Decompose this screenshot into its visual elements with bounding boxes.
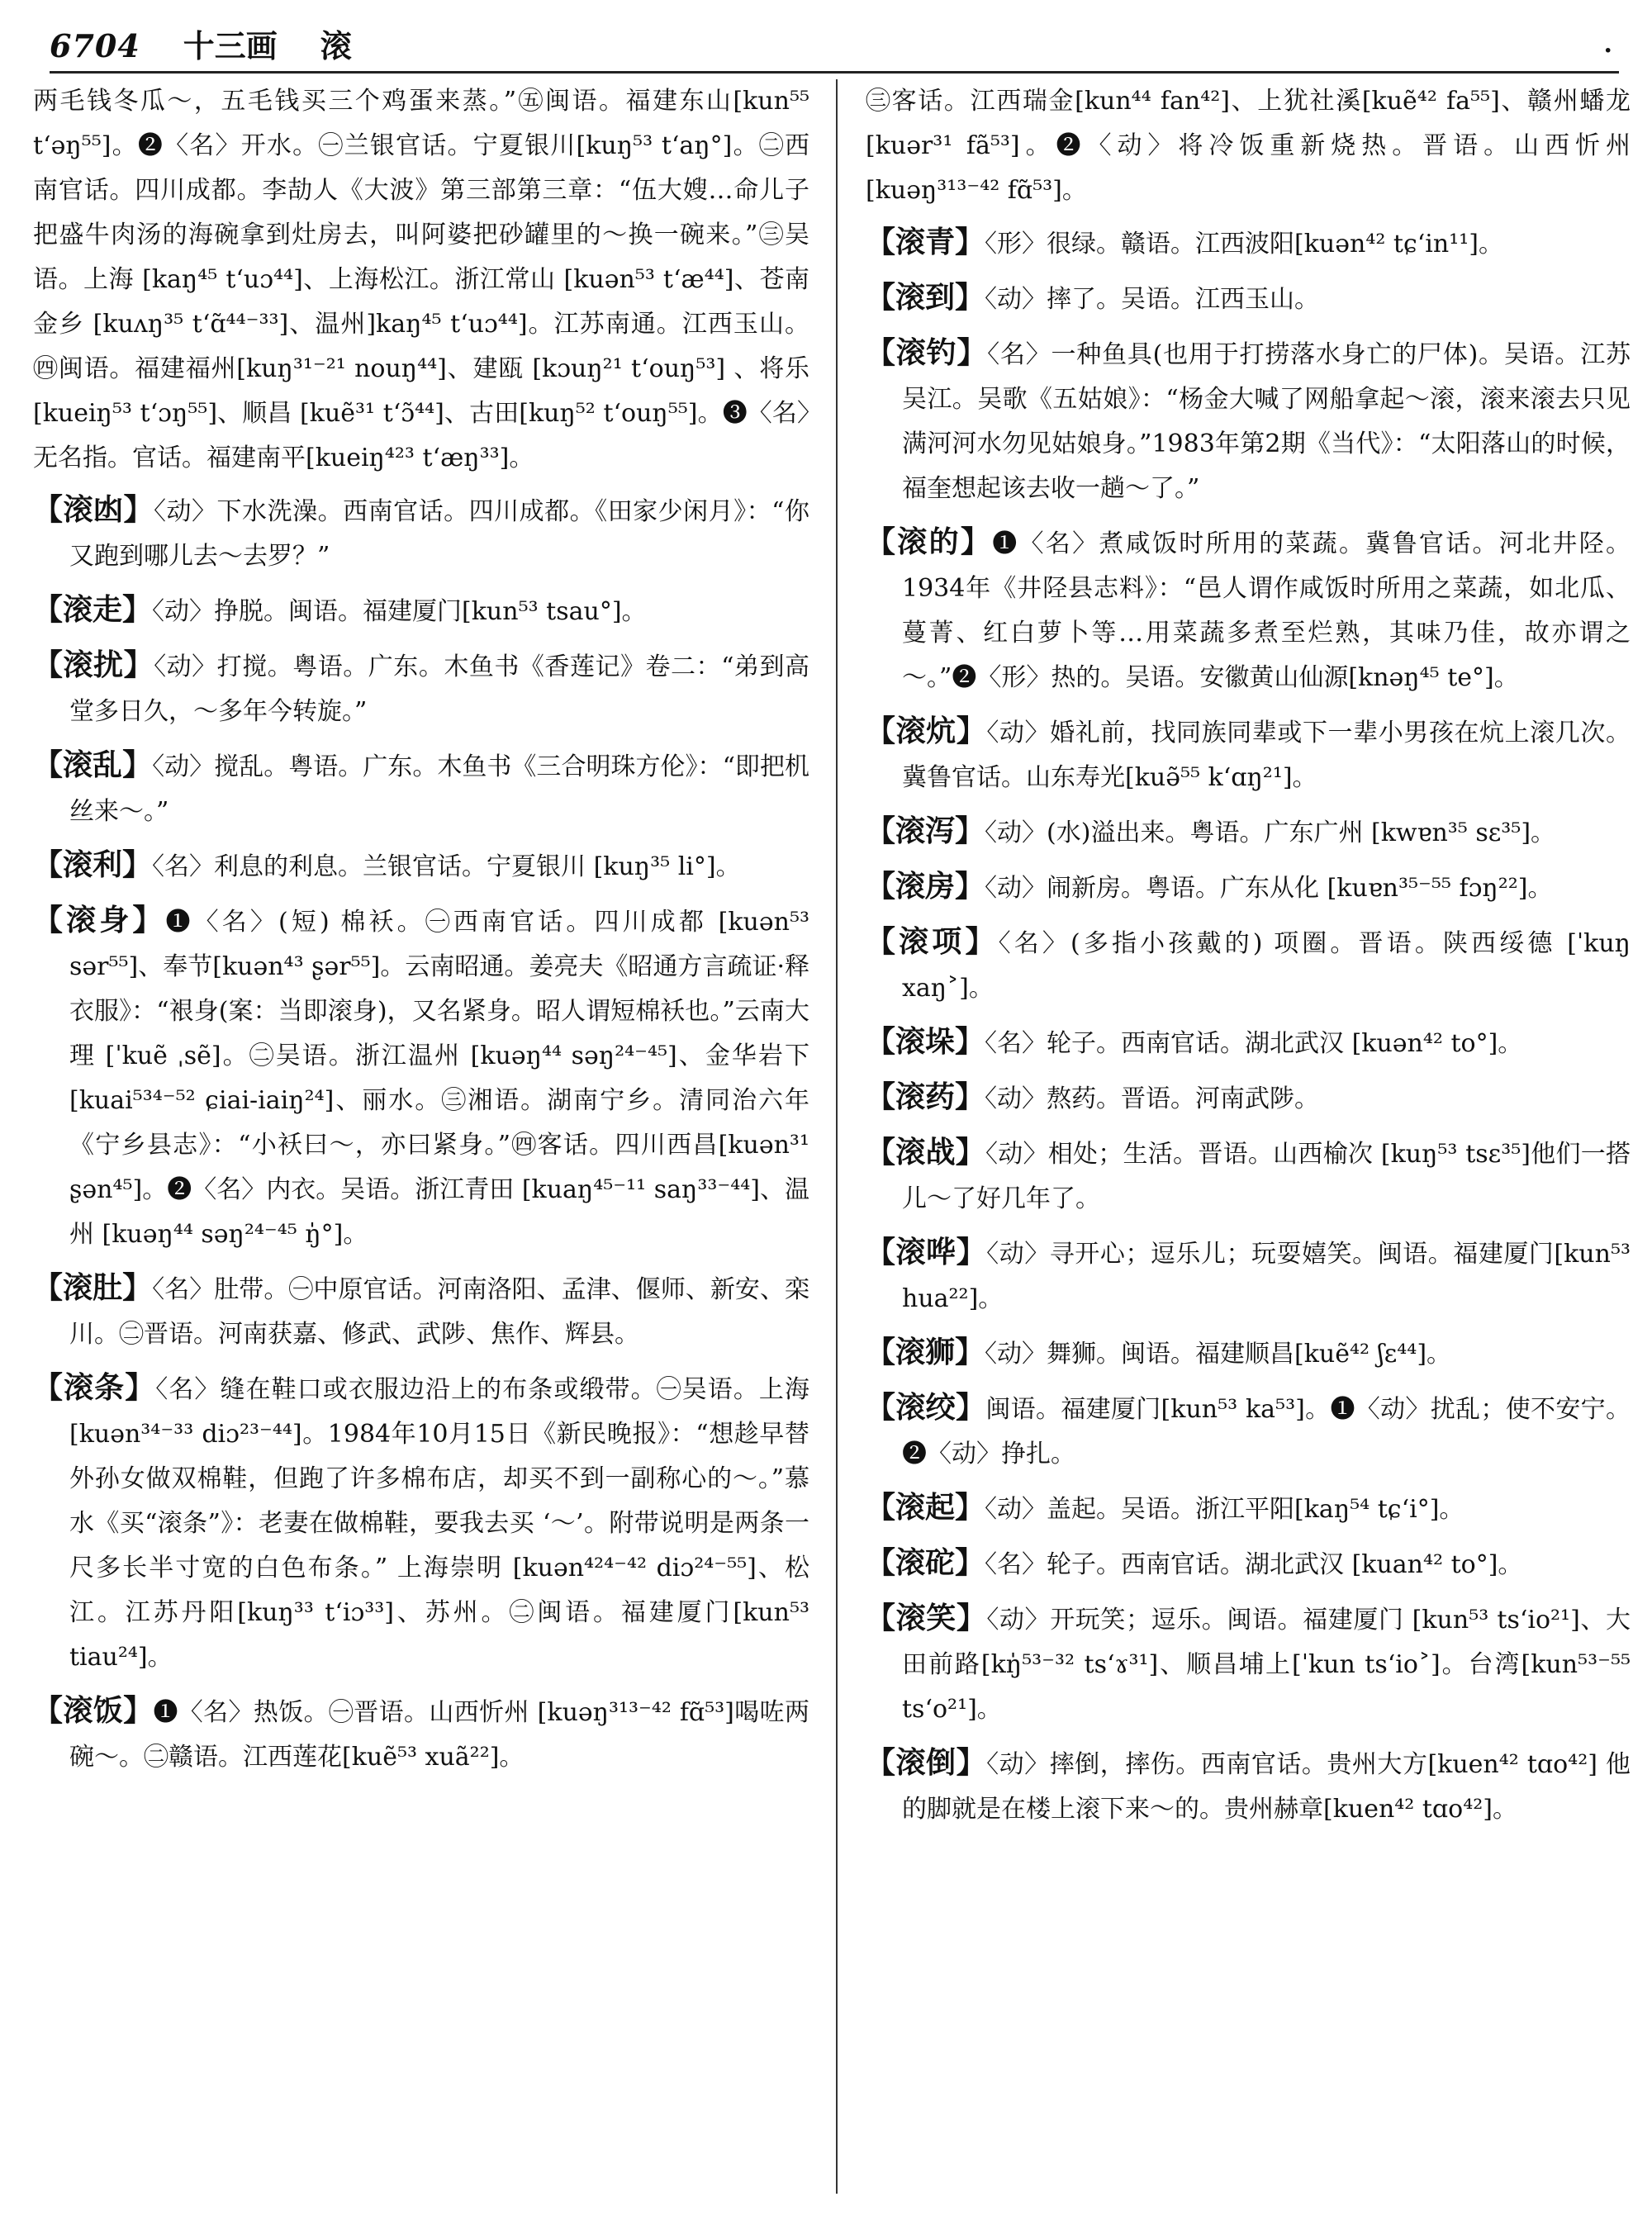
entry-headword <box>866 335 987 370</box>
left-bracket: 【 <box>866 1135 896 1170</box>
dictionary-entry <box>866 330 1631 511</box>
left-bracket: 【 <box>866 280 896 315</box>
dictionary-entry <box>866 1019 1631 1066</box>
entry-headword <box>866 1745 986 1780</box>
left-bracket: 【 <box>866 814 896 848</box>
left-bracket: 【 <box>33 492 64 527</box>
right-bracket: 】 <box>122 747 153 782</box>
entry-definition: 〈动〉搅乱。粤语。广东。木鱼书《三合明珠方伦》：“即把机丝来～。” <box>69 752 809 826</box>
entry-definition: 〈动〉婚礼前，找同族同辈或下一辈小男孩在炕上滚几次。冀鲁官话。山东寿光[kuə̃⁵⁵ k‘ɑŋ²¹]。 <box>902 719 1631 792</box>
headword-text: 滚钓 <box>895 335 957 370</box>
dictionary-entry <box>866 1330 1631 1377</box>
left-bracket: 【 <box>33 1270 64 1305</box>
entry-headword <box>866 924 999 959</box>
dictionary-entry <box>866 1485 1631 1532</box>
headword-text: 滚扰 <box>63 648 124 682</box>
dictionary-entry <box>866 220 1631 267</box>
right-bracket: 】 <box>955 1335 985 1369</box>
entry-list <box>33 487 809 1780</box>
running-head <box>50 12 1619 74</box>
entry-headword <box>33 592 152 627</box>
right-bracket: 】 <box>955 814 985 848</box>
entry-definition: 〈形〉很绿。赣语。江西波阳[kuən⁴² tɕ‘in¹¹]。 <box>985 230 1503 259</box>
entry-definition: 〈动〉闹新房。粤语。广东从化 [kuɐn³⁵⁻⁵⁵ fɔŋ²²]。 <box>985 874 1553 903</box>
left-bracket: 【 <box>866 225 896 259</box>
left-bracket: 【 <box>866 1601 896 1635</box>
right-bracket: 】 <box>955 280 985 315</box>
dictionary-entry <box>33 487 809 579</box>
headword-text: 滚肚 <box>63 1270 123 1305</box>
headword-text: 滚哗 <box>895 1235 957 1269</box>
left-bracket: 【 <box>866 869 896 904</box>
header-dot: · <box>1603 36 1612 65</box>
dictionary-entry <box>866 1385 1631 1477</box>
left-bracket: 【 <box>33 1370 64 1405</box>
dictionary-entry <box>33 743 809 834</box>
dictionary-entry <box>866 809 1631 856</box>
entry-definition: 〈名〉缝在鞋口或衣服边沿上的布条或缎带。㊀吴语。上海 [kuən³⁴⁻³³ diɔ²³⁻⁴⁴]。1984年10月15日《新民晚报》：“想趁早替外孙女做双棉鞋，但跑了许多棉布店，却买不到一副称心的～。”慕水《买“滚条”》：老妻在做棉鞋，要我去买 ‘～’。附带说明是两条一尺多长半寸宽的白色布条。” 上海崇明 [kuən⁴²⁴⁻⁴² diɔ²⁴⁻⁵⁵]、松江。江苏丹阳[kuŋ³³ t‘iɔ³³]、苏州。㊁闽语。福建厦门[kun⁵³ tiau²⁴]。 <box>69 1375 809 1672</box>
headword-text: 滚凼 <box>63 492 124 527</box>
dictionary-entry <box>866 1540 1631 1587</box>
entry-definition: ❶〈名〉煮咸饭时所用的菜蔬。冀鲁官话。河北井陉。1934年《井陉县志料》：“邑人谓作咸饭时所用之菜蔬，如北瓜、蔓菁、红白萝卜等…用菜蔬多煮至烂熟，其味乃佳，故亦谓之～。”❷〈形〉热的。吴语。安徽黄山仙源[knəŋ⁴⁵ te°]。 <box>902 529 1631 692</box>
left-column <box>33 79 809 2218</box>
right-bracket: 】 <box>955 225 985 259</box>
right-bracket: 】 <box>957 335 988 370</box>
headword-text: 滚狮 <box>895 1335 956 1369</box>
dictionary-entry <box>866 1075 1631 1122</box>
right-bracket: 】 <box>125 1370 156 1405</box>
entry-headword <box>866 869 985 904</box>
entry-headword <box>33 903 166 937</box>
right-bracket: 】 <box>132 903 166 937</box>
entry-definition: 〈动〉相处；生活。晋语。山西榆次 [kuŋ⁵³ tsɛ³⁵]他们一搭儿～了好几年了。 <box>902 1140 1631 1213</box>
stroke-section: 十三画 <box>183 27 278 64</box>
left-bracket: 【 <box>866 1745 896 1780</box>
dictionary-entry <box>33 1365 809 1680</box>
headword-text: 滚起 <box>895 1490 956 1525</box>
headword-text: 滚绞 <box>895 1390 956 1425</box>
radical-char: 滚 <box>320 27 352 64</box>
entry-definition: 〈名〉轮子。西南官话。湖北武汉 [kuan⁴² to°]。 <box>985 1550 1523 1579</box>
headword-text: 滚到 <box>895 280 956 315</box>
right-bracket: 】 <box>955 1545 985 1580</box>
dictionary-entry <box>866 1596 1631 1732</box>
continuation-text: ㊂客话。江西瑞金[kun⁴⁴ fan⁴²]、上犹社溪[kuẽ⁴² fa⁵⁵]、赣州蟠龙 [kuər³¹ fã⁵³]。❷〈动〉将冷饭重新烧热。晋语。山西忻州[kuəŋ³¹³⁻⁴² fɑ̃⁵³]。 <box>866 87 1631 205</box>
entry-definition: 〈动〉舞狮。闽语。福建顺昌[kuẽ⁴² ʃɛ⁴⁴]。 <box>985 1340 1452 1369</box>
entry-headword <box>33 847 152 882</box>
right-bracket: 】 <box>123 648 154 682</box>
page-number: 6704 <box>50 27 140 64</box>
left-bracket: 【 <box>33 847 64 882</box>
column-divider <box>836 79 838 2194</box>
dictionary-entry <box>866 1130 1631 1222</box>
left-bracket: 【 <box>33 648 64 682</box>
right-bracket: 】 <box>956 1601 987 1635</box>
right-bracket: 】 <box>956 1235 987 1269</box>
entry-headword <box>866 1024 985 1059</box>
entry-definition: 〈动〉盖起。吴语。浙江平阳[kaŋ⁵⁴ tɕ‘i°]。 <box>985 1495 1464 1524</box>
entry-headword <box>866 1135 985 1170</box>
right-bracket: 】 <box>123 1693 154 1728</box>
left-bracket: 【 <box>866 524 898 559</box>
right-bracket: 】 <box>955 1024 985 1059</box>
dictionary-entry <box>33 1688 809 1780</box>
entry-definition: 〈动〉下水洗澡。西南官话。四川成都。《田家少闲月》：“你又跑到哪儿去～去罗？” <box>69 497 809 571</box>
left-bracket: 【 <box>866 1235 896 1269</box>
headword-text: 滚的 <box>897 524 961 559</box>
entry-headword <box>33 492 154 527</box>
dictionary-entry <box>33 842 809 890</box>
entry-definition: 〈动〉摔倒，摔伤。西南官话。贵州大方[kuen⁴² tɑo⁴²] 他的脚就是在楼上滚下来～的。贵州赫章[kuen⁴² tɑo⁴²]。 <box>902 1750 1631 1824</box>
entry-headword <box>866 280 985 315</box>
right-bracket: 】 <box>955 1135 986 1170</box>
left-bracket: 【 <box>866 1490 896 1525</box>
headword-text: 滚身 <box>66 903 133 937</box>
dictionary-entry <box>866 1230 1631 1321</box>
entry-headword <box>866 225 985 259</box>
right-bracket: 】 <box>965 924 999 959</box>
headword-text: 滚走 <box>63 592 123 627</box>
entry-headword <box>866 1490 985 1525</box>
entry-definition: 〈名〉轮子。西南官话。湖北武汉 [kuən⁴² to°]。 <box>985 1029 1523 1058</box>
left-bracket: 【 <box>33 1693 64 1728</box>
headword-text: 滚饭 <box>63 1693 124 1728</box>
dictionary-entry <box>33 898 809 1257</box>
entry-headword <box>866 814 985 848</box>
entry-definition: 〈动〉开玩笑；逗乐。闽语。福建厦门 [kun⁵³ ts‘io²¹]、大田前路[kŋ̍⁵³⁻³² ts‘ɤ³¹]、顺昌埔上[ˈkun ts‘io˃]。台湾[kun⁵³⁻⁵⁵ ts‘o²¹]。 <box>902 1606 1631 1724</box>
dictionary-entry <box>33 643 809 734</box>
entry-definition: 〈动〉(水)溢出来。粤语。广东广州 [kwɐn³⁵ sɛ³⁵]。 <box>985 818 1556 847</box>
left-bracket: 【 <box>33 592 64 627</box>
left-bracket: 【 <box>866 1335 896 1369</box>
entry-definition: 〈名〉一种鱼具(也用于打捞落水身亡的尸体)。吴语。江苏吴江。吴歌《五姑娘》：“杨金大喊了网船拿起～滚，滚来滚去只见满河河水勿见姑娘身。”1983年第2期《当代》：“太阳落山的时候，福奎想起该去收一趟～了。” <box>902 340 1631 503</box>
left-bracket: 【 <box>33 747 64 782</box>
entry-definition: 闽语。福建厦门[kun⁵³ ka⁵³]。❶〈动〉扰乱；使不安宁。❷〈动〉挣扎。 <box>902 1395 1631 1468</box>
left-bracket: 【 <box>866 1390 896 1425</box>
dictionary-entry <box>866 864 1631 911</box>
entry-headword <box>33 1270 152 1305</box>
headword-text: 滚垛 <box>895 1024 956 1059</box>
entry-headword <box>866 1601 986 1635</box>
right-bracket: 】 <box>955 1490 985 1525</box>
right-bracket: 】 <box>960 524 993 559</box>
entry-headword <box>33 648 154 682</box>
dictionary-entry <box>866 709 1631 800</box>
dictionary-entry <box>33 1265 809 1357</box>
entry-headword <box>866 1335 985 1369</box>
entry-headword <box>866 1545 985 1580</box>
entry-definition: 〈动〉寻开心；逗乐儿；玩耍嬉笑。闽语。福建厦门[kun⁵³ hua²²]。 <box>902 1240 1631 1313</box>
headword-text: 滚砣 <box>895 1545 956 1580</box>
headword-text: 滚青 <box>895 225 956 259</box>
continuation-text: 两毛钱冬瓜～，五毛钱买三个鸡蛋来蒸。”㊄闽语。福建东山[kun⁵⁵ t‘əŋ⁵⁵]。❷〈名〉开水。㊀兰银官话。宁夏银川[kuŋ⁵³ t‘aŋ°]。㊁西南官话。四川成都。李劼人《大波》第三部第三章：“伍大嫂…命儿子把盛牛肉汤的海碗拿到灶房去，叫阿婆把砂罐里的～换一碗来。”㊂吴语。上海 [kaŋ⁴⁵ t‘uɔ⁴⁴]、上海松江。浙江常山 [kuən⁵³ t‘æ⁴⁴]、苍南金乡 [kuʌŋ³⁵ t‘ɑ̃⁴⁴⁻³³]、温州]kaŋ⁴⁵ t‘uɔ⁴⁴]。江苏南通。江西玉山。㊃闽语。福建福州[kuŋ³¹⁻²¹ nouŋ⁴⁴]、建瓯 [kɔuŋ²¹ t‘ouŋ⁵³] 、将乐 [kueiŋ⁵³ t‘ɔŋ⁵⁵]、顺昌 [kuẽ³¹ t‘ɔ̃⁴⁴]、古田[kuŋ⁵² t‘ouŋ⁵⁵]。❸〈名〉无名指。官话。福建南平[kueiŋ⁴²³ t‘æŋ³³]。 <box>33 87 809 472</box>
entry-definition: ❶〈名〉(短) 棉袄。㊀西南官话。四川成都 [kuən⁵³ sər⁵⁵]、奉节[kuən⁴³ ʂər⁵⁵]。云南昭通。姜亮夫《昭通方言疏证·释衣服》：“裉身(案：当即滚身)，又名紧身。昭人谓短棉袄也。”云南大理 [ˈkuẽ ˌsẽ]。㊁吴语。浙江温州 [kuəŋ⁴⁴ səŋ²⁴⁻⁴⁵]、金华岩下 [kuai⁵³⁴⁻⁵² ɕiai-iaiŋ²⁴]、丽水。㊂湘语。湖南宁乡。清同治六年《宁乡县志》：“小袄曰～，亦曰紧身。”㊃客话。四川西昌[kuən³¹ ʂən⁴⁵]。❷〈名〉内衣。吴语。浙江青田 [kuaŋ⁴⁵⁻¹¹ saŋ³³⁻⁴⁴]、温州 [kuəŋ⁴⁴ səŋ²⁴⁻⁴⁵ ŋ̍°]。 <box>69 908 809 1249</box>
headword-text: 滚利 <box>63 847 123 882</box>
right-bracket: 】 <box>956 1745 987 1780</box>
right-bracket: 】 <box>122 592 153 627</box>
headword-text: 滚炕 <box>895 714 957 748</box>
right-bracket: 】 <box>122 847 153 882</box>
entry-definition: 〈动〉熬药。晋语。河南武陟。 <box>985 1084 1320 1113</box>
headword-text: 滚笑 <box>895 1601 957 1635</box>
entry-headword <box>33 747 152 782</box>
entry-definition: ❶〈名〉热饭。㊀晋语。山西忻州 [kuəŋ³¹³⁻⁴² fɑ̃⁵³]喝咗两碗～。㊁赣语。江西莲花[kuẽ⁵³ xuã²²]。 <box>69 1698 809 1772</box>
right-bracket: 】 <box>956 714 987 748</box>
headword-text: 滚乱 <box>63 747 123 782</box>
left-bracket: 【 <box>866 335 896 370</box>
dictionary-entry <box>866 520 1631 700</box>
entry-definition: 〈动〉摔了。吴语。江西玉山。 <box>985 285 1320 314</box>
entry-list <box>866 220 1631 1832</box>
headword-text: 滚泻 <box>895 814 956 848</box>
entry-definition: 〈名〉(多指小孩戴的) 项圈。晋语。陕西绥德 [ˈkuŋ xaŋ˃]。 <box>902 929 1631 1003</box>
dictionary-entry <box>866 275 1631 322</box>
left-bracket: 【 <box>866 714 896 748</box>
entry-definition: 〈名〉肚带。㊀中原官话。河南洛阳、孟津、偃师、新安、栾川。㊁晋语。河南获嘉、修武、武陟、焦作、辉县。 <box>69 1275 809 1349</box>
dictionary-entry <box>33 587 809 634</box>
headword-text: 滚战 <box>895 1135 956 1170</box>
left-bracket: 【 <box>866 1024 896 1059</box>
headword-text: 滚倒 <box>895 1745 957 1780</box>
right-bracket: 】 <box>955 869 985 904</box>
right-bracket: 】 <box>123 492 154 527</box>
right-bracket: 】 <box>955 1079 985 1114</box>
headword-text: 滚条 <box>64 1370 126 1405</box>
dictionary-entry <box>866 1740 1631 1832</box>
entry-headword <box>866 1390 985 1425</box>
entry-headword <box>33 1370 155 1405</box>
entry-headword <box>33 1693 153 1728</box>
left-bracket: 【 <box>866 1545 896 1580</box>
left-bracket: 【 <box>33 903 67 937</box>
left-bracket: 【 <box>866 924 900 959</box>
right-bracket: 】 <box>122 1270 153 1305</box>
entry-definition: 〈动〉挣脱。闽语。福建厦门[kun⁵³ tsau°]。 <box>152 597 647 626</box>
left-bracket: 【 <box>866 1079 896 1114</box>
dictionary-entry <box>866 919 1631 1011</box>
right-column <box>866 79 1631 2218</box>
entry-definition: 〈名〉利息的利息。兰银官话。宁夏银川 [kuŋ³⁵ li°]。 <box>152 852 741 881</box>
headword-text: 滚药 <box>895 1079 956 1114</box>
headword-text: 滚项 <box>899 924 966 959</box>
entry-headword <box>866 524 992 559</box>
headword-text: 滚房 <box>895 869 956 904</box>
right-bracket: 】 <box>955 1390 986 1425</box>
entry-definition: 〈动〉打搅。粤语。广东。木鱼书《香莲记》卷二：“弟到高堂多日久，～多年今转旋。” <box>69 652 809 726</box>
entry-headword <box>866 1235 986 1269</box>
entry-headword <box>866 1079 985 1114</box>
entry-headword <box>866 714 986 748</box>
